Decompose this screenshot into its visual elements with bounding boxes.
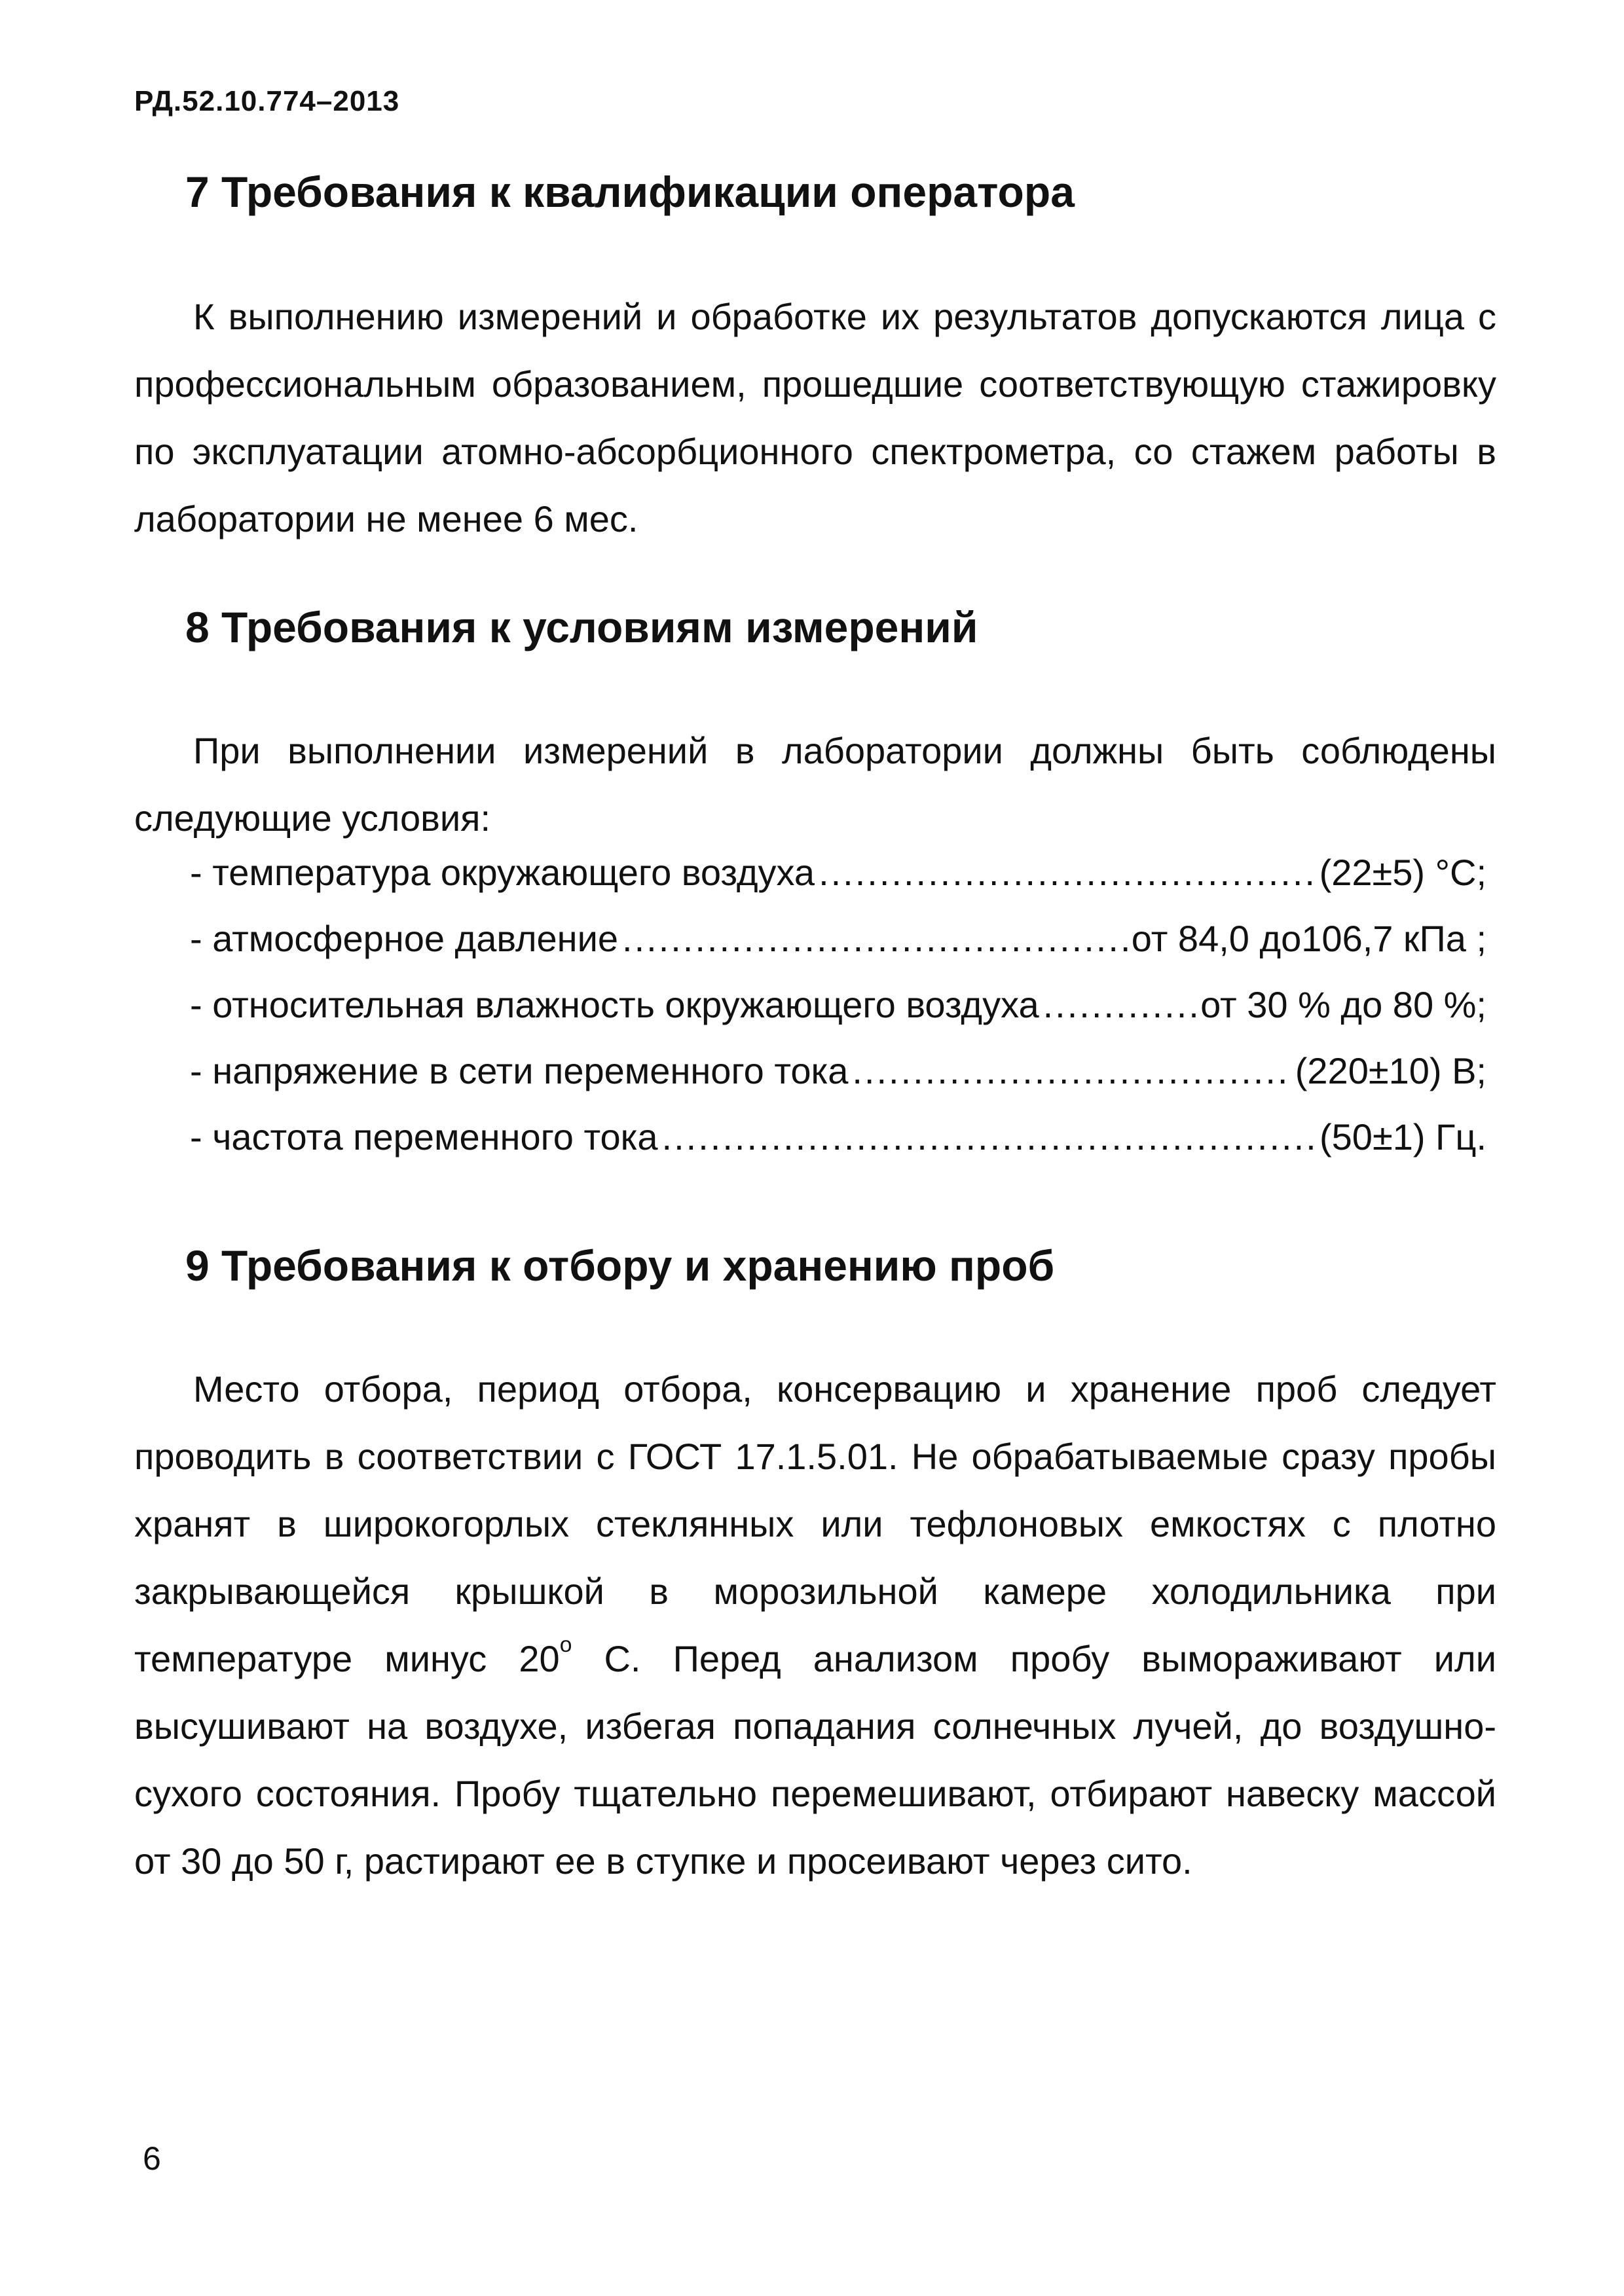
section-7-text: К выполнению измерений и обработке их результатов допускаются лица с профессиональным образованием, прошедшие соответствующую стажировку по эксплуатации атомно-абсорбционного спектрометра, со стажем работы в лаборатории не менее 6 мес. xyxy=(134,296,1496,539)
condition-voltage xyxy=(190,1049,1486,1116)
section-7-paragraph xyxy=(134,283,1496,553)
condition-value: (22±5) °С; xyxy=(1319,852,1486,893)
section-9-paragraph xyxy=(134,1355,1496,1895)
condition-label: - напряжение в сети переменного тока xyxy=(190,1050,849,1091)
condition-pressure xyxy=(190,917,1486,983)
section-9-text-part2: С. Перед анализом пробу вымораживают или высушивают на воздухе, избегая попадания солнечных лучей, до воздушно- сухого состояния. Пробу тщательно перемешивают, отбирают навеску массой от 30 до 50 г, растирают ее в ступке и просеивают через сито. xyxy=(134,1638,1496,1882)
condition-value: (220±10) В; xyxy=(1295,1050,1486,1091)
degree-mark: о xyxy=(559,1632,572,1657)
dot-leader xyxy=(819,851,1316,894)
page-number: 6 xyxy=(143,2140,161,2177)
condition-value: от 30 % до 80 %; xyxy=(1200,984,1486,1025)
conditions-list xyxy=(190,851,1486,1182)
condition-value: от 84,0 до106,7 кПа ; xyxy=(1131,918,1486,959)
condition-label: - атмосферное давление xyxy=(190,918,619,959)
dot-leader xyxy=(1043,983,1197,1026)
condition-humidity xyxy=(190,983,1486,1049)
dot-leader xyxy=(852,1049,1291,1092)
document-code: РД.52.10.774–2013 xyxy=(134,85,400,117)
condition-temperature xyxy=(190,851,1486,917)
section-8-intro-text: При выполнении измерений в лаборатории должны быть соблюдены следующие условия: xyxy=(134,730,1496,839)
dot-leader xyxy=(662,1116,1316,1158)
section-8-intro xyxy=(134,717,1496,852)
condition-frequency xyxy=(190,1116,1486,1182)
section-9-text-part1: Место отбора, период отбора, консервацию и хранение проб следует проводить в соответствии с ГОСТ 17.1.5.01. Не обрабатываемые сразу пробы хранят в широкогорлых стеклянных или тефлоновых емкостях с плотно закрывающейся крышкой в морозильной камере холодильника при температуре минус 20 xyxy=(134,1368,1496,1679)
section-9-heading: 9 Требования к отбору и хранению проб xyxy=(185,1241,1055,1290)
section-7-heading: 7 Требования к квалификации оператора xyxy=(185,168,1075,216)
section-8-heading: 8 Требования к условиям измерений xyxy=(185,603,978,651)
condition-label: - температура окружающего воздуха xyxy=(190,852,815,893)
condition-label: - частота переменного тока xyxy=(190,1116,658,1157)
dot-leader xyxy=(622,917,1128,960)
condition-value: (50±1) Гц. xyxy=(1320,1116,1486,1157)
condition-label: - относительная влажность окружающего воздуха xyxy=(190,984,1039,1025)
